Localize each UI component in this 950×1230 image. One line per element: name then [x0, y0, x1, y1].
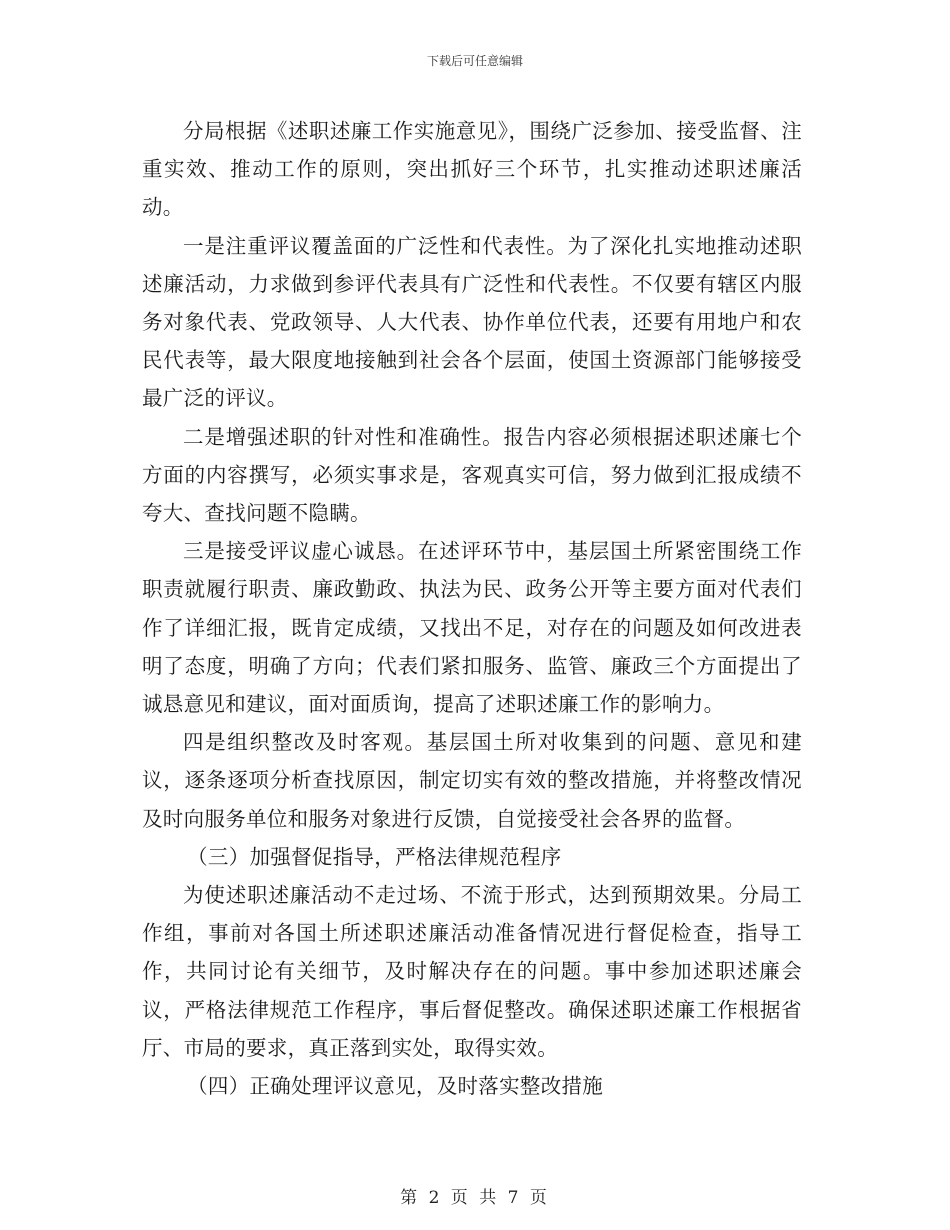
section-heading-4: （四）正确处理评议意见，及时落实整改措施: [187, 1074, 604, 1099]
footer-prefix: 第: [400, 1188, 421, 1208]
paragraph-section-3: 为使述职述廉活动不走过场、不流于形式，达到预期效果。分局工作组，事前对各国土所述职述廉活动准备情况进行督促检查，指导工作，共同讨论有关细节，及时解决存在的问题。事中参加述职述廉会议，严格法律规范工作程序，事后督促整改。确保述职述廉工作根据省厅、市局的要求，真正落到实处，取得实效。: [142, 883, 802, 1060]
paragraph-intro: 分局根据《述职述廉工作实施意见》，围绕广泛参加、接受监督、注重实效、推动工作的原则，突出抓好三个环节，扎实推动述职述廉活动。: [142, 119, 802, 220]
footer-page-number: 2: [428, 1188, 443, 1208]
paragraph-point-2: 二是增强述职的针对性和准确性。报告内容必须根据述职述廉七个方面的内容撰写，必须实事求是，客观真实可信，努力做到汇报成绩不夸大、查找问题不隐瞒。: [142, 424, 802, 526]
section-heading-3: （三）加强督促指导，严格法律规范程序: [187, 844, 562, 869]
paragraph-point-3: 三是接受评议虚心诚恳。在述评环节中，基层国土所紧密围绕工作职责就履行职责、廉政勤政、执法为民、政务公开等主要方面对代表们作了详细汇报，既肯定成绩，又找出不足，对存在的问题及如何改进表明了态度，明确了方向；代表们紧扣服务、监管、廉政三个方面提出了诚恳意见和建议，面对面质询，提高了述职述廉工作的影响力。: [142, 539, 802, 717]
footer-total-pages: 7: [507, 1188, 522, 1208]
paragraph-point-1: 一是注重评议覆盖面的广泛性和代表性。为了深化扎实地推动述职述廉活动，力求做到参评代表具有广泛性和代表性。不仅要有辖区内服务对象代表、党政领导、人大代表、协作单位代表，还要有用地户和农民代表等，最大限度地接触到社会各个层面，使国土资源部门能够接受最广泛的评议。: [142, 233, 802, 411]
document-body: [142, 112, 802, 1105]
page-footer: [0, 1183, 950, 1208]
paragraph-point-4: 四是组织整改及时客观。基层国土所对收集到的问题、意见和建议，逐条逐项分析查找原因，制定切实有效的整改措施，并将整改情况及时向服务单位和服务对象进行反馈，自觉接受社会各界的监督。: [142, 730, 802, 831]
page-header: 下载后可任意编辑: [426, 54, 523, 68]
footer-middle: 页 共: [450, 1188, 500, 1208]
footer-suffix: 页: [529, 1188, 550, 1208]
